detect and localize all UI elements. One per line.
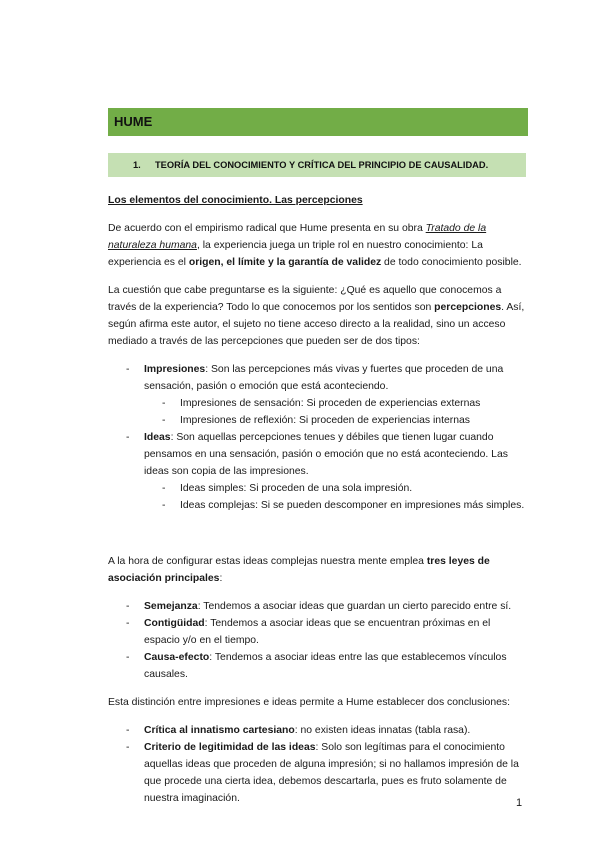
- text-run: de todo conocimiento posible.: [381, 257, 522, 268]
- item-text: : Tendemos a asociar ideas entre las que establecemos vínculos causales.: [144, 652, 507, 680]
- document-title: HUME: [114, 114, 153, 129]
- text-run: La cuestión que cabe preguntarse es la siguiente: ¿Qué es aquello que conocemos a través de la experiencia? Todo lo que conocemos por los sentidos son: [108, 285, 502, 313]
- list-item: [108, 429, 528, 514]
- bold-term: tres leyes de asociación principales: [108, 556, 490, 584]
- sub-list: [144, 395, 528, 429]
- text-run: A la hora de configurar estas ideas complejas nuestra mente emplea: [108, 556, 427, 567]
- item-text: : Solo son legítimas para el conocimiento aquellas ideas que proceden de alguna impresión; si no hallamos impresión de la que procede una cierta idea, debemos descartarla, pues es fruto solamente de nuestra imaginación.: [144, 742, 519, 804]
- item-text: : Tendemos a asociar ideas que se encuentran próximas en el espacio y/o en el tiempo.: [144, 618, 491, 646]
- item-term: Semejanza: [144, 601, 198, 612]
- paragraph-question: [108, 282, 528, 350]
- bold-term: origen, el límite y la garantía de validez: [188, 257, 382, 268]
- document-title-banner: [108, 108, 528, 136]
- list-item: [108, 598, 528, 615]
- conclusions-list: [108, 722, 528, 807]
- bold-term: percepciones: [434, 302, 502, 313]
- association-laws-list: [108, 598, 528, 683]
- item-text: : Son aquellas percepciones tenues y débiles que tienen lugar cuando pensamos en una sensación, pasión o emoción que no está aconteciendo. Las ideas son copia de las impresiones.: [144, 432, 508, 477]
- list-item: [108, 361, 528, 429]
- section-number: 1.: [133, 160, 141, 170]
- paragraph-conclusions: Esta distinción entre impresiones e ideas permite a Hume establecer dos conclusiones:: [108, 697, 510, 708]
- text-run: , la experiencia juega un triple rol en nuestro conocimiento: La experiencia es el: [108, 240, 483, 268]
- item-term: Criterio de legitimidad de las ideas: [144, 742, 316, 753]
- item-term: Causa-efecto: [144, 652, 210, 663]
- item-text: : Son las percepciones más vivas y fuertes que proceden de una sensación, pasión o emoción que está aconteciendo.: [144, 364, 504, 392]
- list-item: [108, 649, 528, 683]
- list-item: [108, 739, 528, 807]
- spacer: [108, 525, 528, 553]
- sub-list-item: - Ideas complejas: Si se pueden descomponer en impresiones más simples.: [144, 497, 528, 514]
- item-term: Impresiones: [144, 364, 206, 375]
- sub-list-item: - Impresiones de reflexión: Si proceden de experiencias internas: [144, 412, 528, 429]
- perception-types-list: [108, 361, 528, 514]
- item-text: : no existen ideas innatas (tabla rasa).: [294, 725, 471, 736]
- text-run: :: [219, 573, 223, 584]
- paragraph-intro: [108, 220, 528, 271]
- subsection-title: Los elementos del conocimiento. Las percepciones: [108, 195, 363, 206]
- list-item: [108, 722, 528, 739]
- paragraph-association: [108, 553, 528, 587]
- book-title: Tratado de la naturaleza humana: [108, 223, 487, 251]
- document-body: [108, 192, 528, 818]
- sub-list-item: - Ideas simples: Si proceden de una sola impresión.: [144, 480, 528, 497]
- list-item: [108, 615, 528, 649]
- item-term: Crítica al innatismo cartesiano: [144, 725, 295, 736]
- item-term: Ideas: [144, 432, 171, 443]
- page-number: 1: [516, 797, 523, 809]
- text-run: . Así, según afirma este autor, el sujeto no tiene acceso directo a la realidad, sino un acceso mediado a través de las percepciones que pueden ser de dos tipos:: [108, 302, 525, 347]
- section-heading-banner: [108, 153, 526, 177]
- item-text: : Tendemos a asociar ideas que guardan un cierto parecido entre sí.: [197, 601, 512, 612]
- text-run: De acuerdo con el empirismo radical que Hume presenta en su obra: [108, 223, 426, 234]
- section-title: TEORÍA DEL CONOCIMIENTO Y CRÍTICA DEL PRINCIPIO DE CAUSALIDAD.: [155, 160, 489, 170]
- item-term: Contigüidad: [144, 618, 205, 629]
- sub-list-item: - Impresiones de sensación: Si proceden de experiencias externas: [144, 395, 528, 412]
- sub-list: [144, 480, 528, 514]
